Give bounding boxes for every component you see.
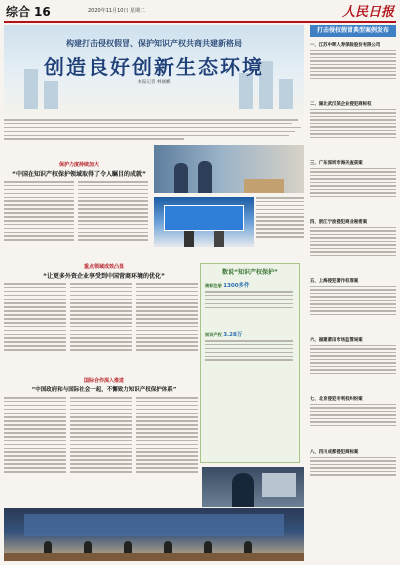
article-byline: 本报记者 林丽鹂 — [137, 80, 171, 85]
case-text-6 — [310, 345, 396, 391]
subhead-kicker-3: 国际合作深入推进 — [83, 378, 124, 384]
subhead-2: “让更多外资企业享受到中国营商环境的优化” — [43, 273, 165, 280]
subhead-kicker-2: 重点领域成效凸显 — [83, 264, 124, 270]
photo-customs-officers — [154, 145, 304, 193]
case-title-2: 二、湖北武汉某企业侵犯商标权 — [310, 102, 372, 107]
stats-text-2 — [205, 340, 293, 380]
stats-item-2-value: 3.28万 — [223, 332, 243, 338]
header-rule — [4, 21, 396, 23]
stats-item-2-label: 知识产权 — [205, 332, 222, 337]
stats-item-1-label: 商标注册 — [205, 283, 222, 288]
case-title-8: 八、四川成都侵犯商标案 — [310, 450, 359, 455]
stats-box-title: 数说“知识产权保护” — [222, 269, 278, 276]
body-text-col6 — [136, 283, 198, 373]
case-title-1: 一、江苏中晖人寿保险股份有限公司 — [310, 43, 381, 48]
article-kicker: 构建打击侵权假冒、保护知识产权共商共建新格局 — [66, 39, 242, 48]
case-title-3: 三、广东深圳市海关查获案 — [310, 161, 363, 166]
body-text-col5 — [70, 283, 132, 373]
case-text-8 — [310, 457, 396, 497]
stats-item-1 — [205, 281, 295, 289]
case-text-3 — [310, 168, 396, 214]
main-article — [4, 25, 304, 561]
body-text-col3 — [256, 197, 304, 257]
masthead-logo: 人民日报 — [341, 5, 394, 20]
stats-text-1 — [205, 291, 293, 325]
photo-officer-inspection — [202, 467, 304, 507]
body-text-col4 — [4, 283, 66, 373]
case-title-7: 七、北京侵犯专利权纠纷案 — [310, 397, 363, 402]
photo-exhibition-screen — [154, 197, 254, 247]
case-text-1 — [310, 50, 396, 96]
case-title-6: 六、福建莆田市场监管局案 — [310, 338, 363, 343]
body-text-col9 — [136, 397, 198, 505]
body-text-col1 — [4, 181, 74, 261]
case-title-5: 五、上海侵犯著作权罪案 — [310, 279, 359, 284]
issue-date: 2020年11月10日 星期二 — [88, 8, 146, 14]
case-text-2 — [310, 109, 396, 155]
photo-conference-stage — [4, 508, 304, 561]
body-text-col8 — [70, 397, 132, 505]
subhead-kicker-1: 保护力度持续加大 — [58, 162, 99, 168]
body-text-col2 — [78, 181, 148, 261]
article-headline: 创造良好创新生态环境 — [44, 55, 264, 79]
subhead-3: “中国政府和与国际社会一起，不懈致力知识产权保护体系” — [31, 387, 177, 393]
body-text-col7 — [4, 397, 66, 505]
right-column — [310, 25, 396, 561]
page-number: 16 — [34, 5, 51, 19]
page-header — [0, 0, 400, 22]
right-column-heading: 打击侵权假冒典型案例发布 — [310, 25, 396, 37]
section-name: 综合 — [6, 5, 31, 19]
stats-item-2 — [205, 330, 295, 338]
case-text-5 — [310, 286, 396, 332]
section-label — [6, 3, 51, 20]
stats-item-1-value: 1300多件 — [223, 283, 250, 289]
hero-banner — [4, 25, 304, 115]
case-text-7 — [310, 404, 396, 444]
case-title-4: 四、浙江宁波侵犯商业秘密案 — [310, 220, 368, 225]
subhead-1: “中国在知识产权保护领域取得了令人瞩目的成就” — [12, 171, 146, 178]
stats-sidebar-box — [200, 263, 300, 463]
case-text-4 — [310, 227, 396, 273]
